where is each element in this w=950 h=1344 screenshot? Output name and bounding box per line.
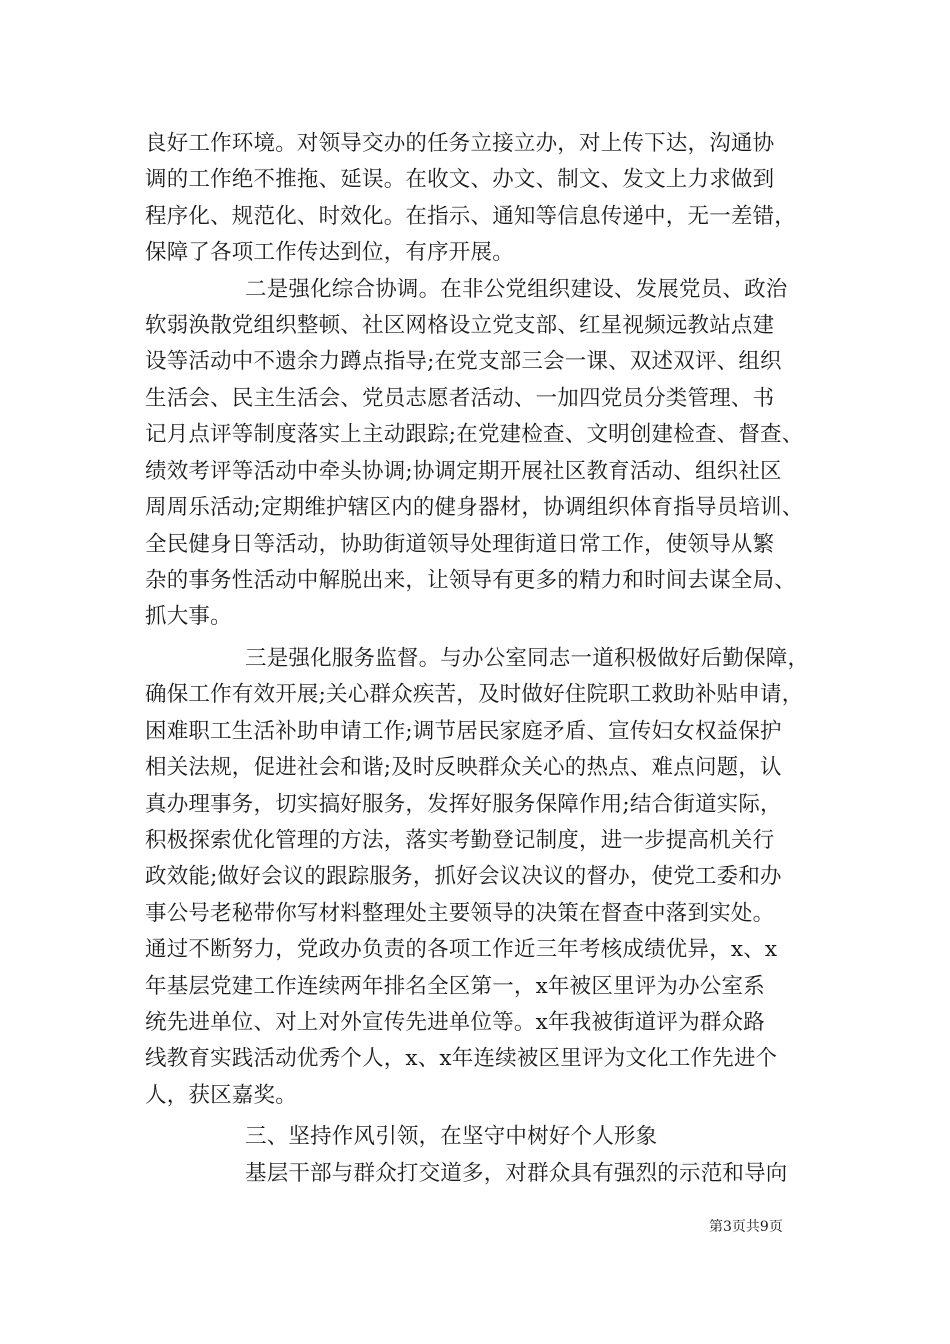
text-line: 生活会、民主生活会、党员志愿者活动、一加四党员分类管理、书 [145, 386, 775, 411]
text-line: 抓大事。 [145, 604, 232, 629]
text-line: 良好工作环境。对领导交办的任务立接立办，对上传下达，沟通协 [145, 131, 775, 156]
text-line: 事公号老秘带你写材料整理处主要领导的决策在督查中落到实处。 [145, 901, 775, 926]
text-line: 相关法规，促进社会和谐;及时反映群众关心的热点、难点问题，认 [145, 755, 782, 780]
page-number: 第3页共9页 [709, 1219, 783, 1235]
text-line: 记月点评等制度落实上主动跟踪;在党建检查、文明创建检查、督查、 [145, 422, 804, 447]
text-line: 基层干部与群众打交道多，对群众具有强烈的示范和导向 [245, 1161, 788, 1186]
text-line: 周周乐活动;定期维护辖区内的健身器材，协调组织体育指导员培训、 [145, 495, 804, 520]
text-line: 统先进单位、对上对外宣传先进单位等。x年我被街道评为群众路 [145, 1010, 765, 1035]
text-line: 确保工作有效开展;关心群众疾苦，及时做好住院职工救助补贴申请， [145, 682, 804, 707]
text-line: 全民健身日等活动，协助街道领导处理街道日常工作，使领导从繁 [145, 532, 775, 557]
text-line: 程序化、规范化、时效化。在指示、通知等信息传递中，无一差错， [145, 204, 797, 229]
text-line: 软弱涣散党组织整顿、社区网格设立党支部、红星视频远教站点建 [145, 313, 775, 338]
text-line: 线教育实践活动优秀个人，x、x年连续被区里评为文化工作先进个 [145, 1046, 778, 1071]
text-line: 设等活动中不遗余力蹲点指导;在党支部三会一课、双述双评、组织 [145, 349, 782, 374]
text-line: 调的工作绝不推拖、延误。在收文、办文、制文、发文上力求做到 [145, 167, 775, 192]
text-line: 通过不断努力，党政办负责的各项工作近三年考核成绩优异，x、x [145, 937, 778, 962]
text-line: 杂的事务性活动中解脱出来，让领导有更多的精力和时间去谋全局、 [145, 568, 797, 593]
text-line: 年基层党建工作连续两年排名全区第一，x年被区里评为办公室系 [145, 974, 765, 999]
text-line: 积极探索优化管理的方法，落实考勤登记制度，进一步提高机关行 [145, 828, 775, 853]
text-line: 绩效考评等活动中牵头协调;协调定期开展社区教育活动、组织社区 [145, 459, 782, 484]
text-line: 政效能;做好会议的跟踪服务，抓好会议决议的督办，使党工委和办 [145, 864, 782, 889]
text-line: 保障了各项工作传达到位，有序开展。 [145, 240, 514, 265]
text-line: 人，获区嘉奖。 [145, 1083, 297, 1108]
paragraph-heading-line: 三是强化服务监督。与办公室同志一道积极做好后勤保障， [245, 646, 810, 671]
text-line: 真办理事务，切实搞好服务，发挥好服务保障作用;结合街道实际， [145, 792, 782, 817]
text-line: 困难职工生活补助申请工作;调节居民家庭矛盾、宣传妇女权益保护 [145, 719, 782, 744]
paragraph-heading-line: 二是强化综合协调。在非公党组织建设、发展党员、政治 [245, 277, 788, 302]
section-heading: 三、坚持作风引领，在坚守中树好个人形象 [245, 1124, 658, 1149]
